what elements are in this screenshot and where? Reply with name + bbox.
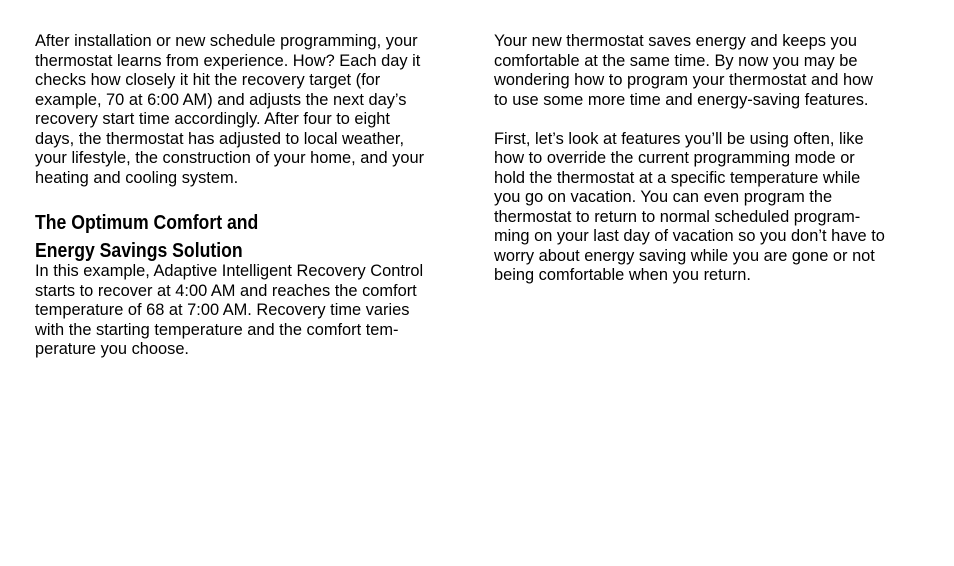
- text-line: comfortable at the same time. By now you may be: [494, 51, 858, 70]
- text-line: After installation or new schedule programming, your: [35, 32, 418, 50]
- left-column: [35, 32, 465, 360]
- text-line: being comfortable when you return.: [494, 266, 751, 284]
- text-line: how to override the current programming mode or: [494, 149, 855, 167]
- heading-line: The Optimum Comfort and: [35, 211, 259, 234]
- left-paragraph-example: [35, 262, 465, 360]
- text-line: to use some more time and energy-saving features.: [494, 90, 869, 109]
- right-paragraph-features: [494, 130, 924, 286]
- text-line: ming on your last day of vacation so you don’t have to: [494, 227, 885, 245]
- text-line: starts to recover at 4:00 AM and reaches the comfort: [35, 281, 417, 300]
- text-line: wondering how to program your thermostat and how: [494, 71, 874, 89]
- text-line: temperature of 68 at 7:00 AM. Recovery time varies: [35, 301, 410, 319]
- text-line: worry about energy saving while you are gone or not: [494, 246, 875, 265]
- text-line: Your new thermostat saves energy and keeps you: [494, 32, 857, 50]
- text-line: example, 70 at 6:00 AM) and adjusts the next day’s: [35, 90, 407, 109]
- text-line: you go on vacation. You can even program the: [494, 188, 833, 206]
- text-line: thermostat to return to normal scheduled program-: [494, 207, 861, 226]
- text-line: checks how closely it hit the recovery target (for: [35, 71, 381, 89]
- paragraph-spacer: [494, 110, 924, 130]
- text-line: First, let’s look at features you’ll be using often, like: [494, 129, 864, 148]
- text-line: days, the thermostat has adjusted to local weather,: [35, 129, 405, 148]
- right-paragraph-intro: [494, 32, 924, 110]
- heading-line: Energy Savings Solution: [35, 238, 243, 262]
- text-line: with the starting temperature and the comfort tem-: [35, 320, 399, 339]
- text-line: In this example, Adaptive Intelligent Recovery Control: [35, 262, 424, 280]
- text-line: your lifestyle, the construction of your home, and your: [35, 149, 425, 167]
- text-line: recovery start time accordingly. After four to eight: [35, 110, 390, 128]
- text-line: thermostat learns from experience. How? Each day it: [35, 51, 421, 70]
- text-line: hold the thermostat at a specific temperature while: [494, 168, 861, 187]
- left-paragraph-installation: [35, 32, 465, 188]
- text-line: heating and cooling system.: [35, 168, 239, 187]
- text-line: perature you choose.: [35, 340, 189, 358]
- section-heading: [35, 209, 405, 264]
- right-column: [494, 32, 924, 286]
